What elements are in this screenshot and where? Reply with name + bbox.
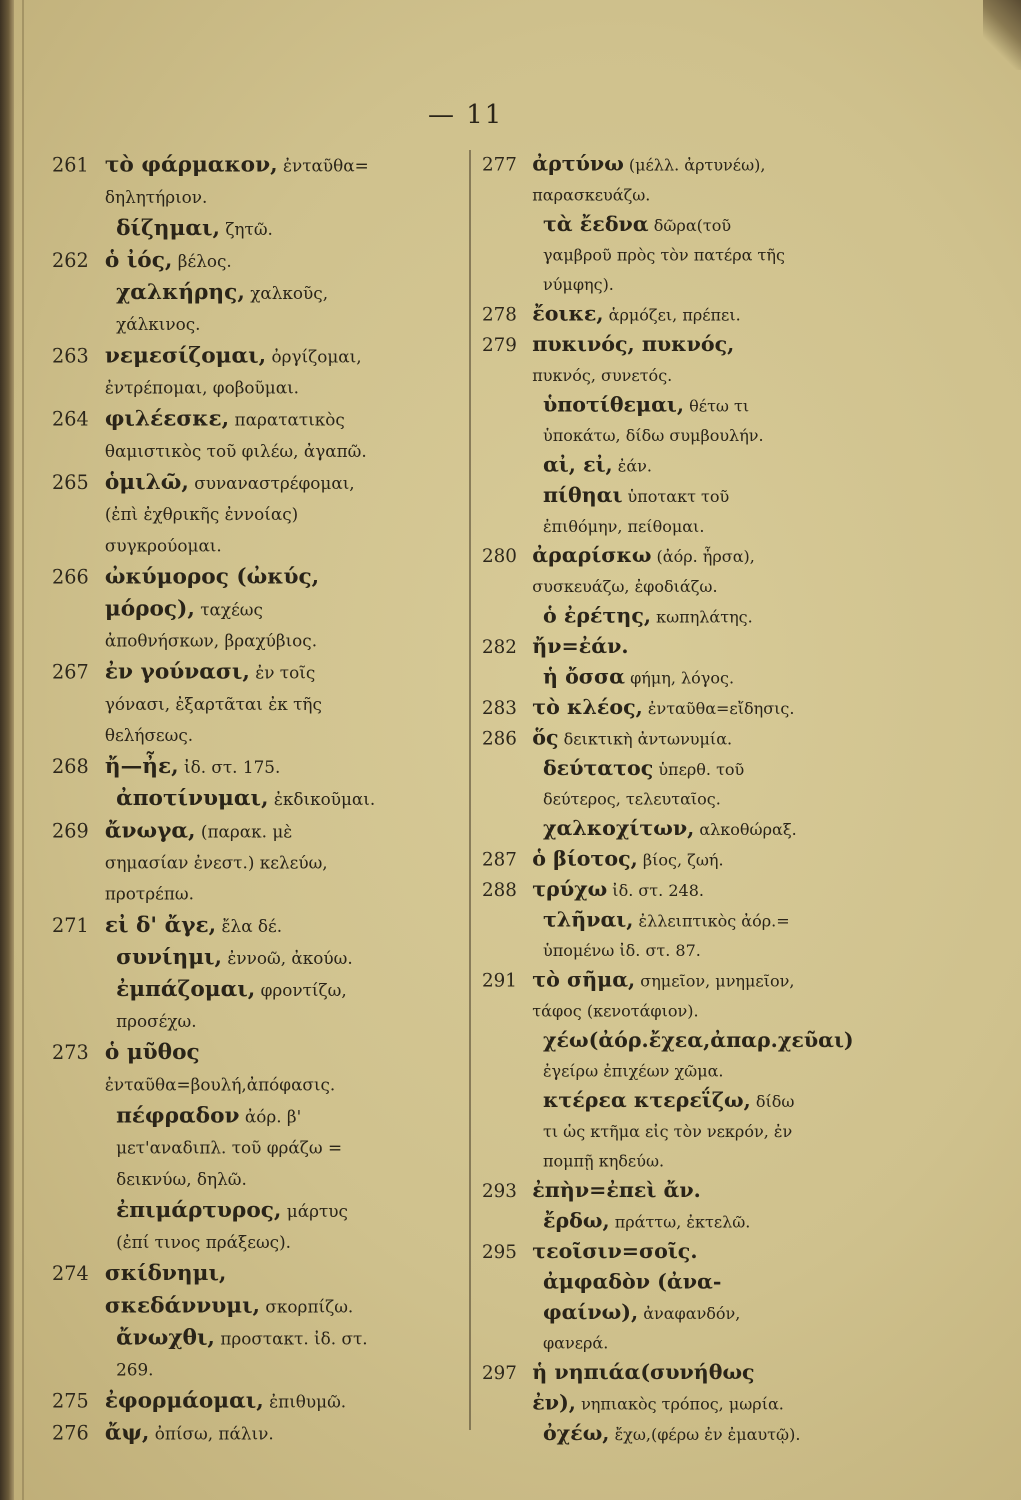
entry-text xyxy=(482,1086,802,1176)
definition: (ἀόρ. ἦρσα), συσκευάζω, ἐφοδιάζω. xyxy=(532,547,755,596)
headword: ὁ βίοτος, xyxy=(532,847,638,871)
entry-text xyxy=(482,1359,802,1420)
definition: ἁρμόζει, πρέπει. xyxy=(603,306,741,325)
definition: ἐνταῦθα=βουλή,ἀπόφασις. xyxy=(104,1075,336,1095)
definition: βίος, ζωή. xyxy=(637,851,724,870)
headword: ὑποτίθεμαι, xyxy=(542,393,685,417)
line-number: 267 xyxy=(52,661,89,684)
headword: ἄνωγα, xyxy=(104,818,196,843)
glossary-entry xyxy=(482,1026,854,1086)
definition: ἐνταῦθα=εἴδησις. xyxy=(642,699,795,718)
entry-text xyxy=(482,663,802,693)
definition: θέτω τι ὑποκάτω, δίδω συμβουλήν. xyxy=(542,396,764,445)
headword: αἰ, εἰ, xyxy=(542,453,613,477)
glossary-entry xyxy=(52,752,380,784)
left-column xyxy=(52,150,380,1450)
headword: τλῆναι, xyxy=(542,908,634,932)
definition: ὀργίζομαι, ἐντρέπομαι, φοβοῦμαι. xyxy=(104,347,362,398)
page-number: — 11 xyxy=(428,100,504,130)
glossary-entry xyxy=(52,1386,380,1418)
gutter-line xyxy=(22,0,24,1500)
definition: ἐάν. xyxy=(612,457,653,476)
entry-text xyxy=(482,906,802,966)
glossary-entry xyxy=(52,1259,380,1323)
glossary-entry xyxy=(52,1101,380,1196)
definition: ἰδ. στ. 175. xyxy=(178,757,281,778)
glossary-entry xyxy=(52,942,380,974)
glossary-entry xyxy=(482,210,802,300)
entry-text xyxy=(482,542,802,602)
headword: ὁμιλῶ, xyxy=(104,469,189,495)
line-number: 275 xyxy=(52,1389,89,1413)
headword: ὠκύμορος (ὠκύς, μόρος), xyxy=(104,564,320,621)
line-number: 278 xyxy=(482,303,517,326)
entry-text xyxy=(52,974,380,1037)
glossary-entry xyxy=(482,875,802,905)
glossary-entry xyxy=(482,1176,802,1206)
definition: ἐλλειπτικὸς ἀόρ.= ὑπομένω ἰδ. στ. 87. xyxy=(542,912,790,961)
headword: πέφραδον xyxy=(116,1103,240,1129)
headword: ἀμφαδὸν (ἀνα-φαίνω), xyxy=(542,1270,722,1325)
line-number: 280 xyxy=(482,545,517,567)
headword: ἔρδω, xyxy=(542,1209,610,1233)
headword: ἐπιμάρτυρος, xyxy=(116,1197,282,1223)
line-number: 286 xyxy=(482,727,517,749)
line-number: 274 xyxy=(52,1262,89,1286)
line-number: 282 xyxy=(482,636,517,658)
line-number: 287 xyxy=(482,848,517,871)
glossary-entry xyxy=(482,391,802,451)
line-number: 283 xyxy=(482,697,517,719)
headword: δεύτατος xyxy=(542,756,654,781)
page-corner-fold xyxy=(983,0,1021,70)
entry-text xyxy=(52,1323,380,1386)
headword: ὁ ἰός, xyxy=(104,247,173,273)
glossary-entry xyxy=(52,467,380,562)
entry-text xyxy=(52,213,380,245)
definition: ἔχω,(φέρω ἐν ἐμαυτῷ). xyxy=(609,1425,801,1444)
definition: βέλος. xyxy=(172,251,232,271)
entry-text xyxy=(482,1268,802,1359)
definition: ἐκδικοῦμαι. xyxy=(268,789,376,810)
entry-text xyxy=(482,814,802,844)
glossary-entry xyxy=(482,663,802,693)
glossary-entry xyxy=(52,657,380,752)
glossary-entry xyxy=(482,602,802,632)
line-number: 291 xyxy=(482,969,517,992)
headword: ἤν=ἐάν. xyxy=(532,634,629,659)
line-number: 264 xyxy=(52,407,89,431)
line-number: 263 xyxy=(52,344,89,368)
glossary-entry xyxy=(482,906,802,966)
line-number: 273 xyxy=(52,1041,89,1064)
line-number: 276 xyxy=(52,1421,89,1445)
glossary-entry xyxy=(52,404,380,467)
definition: (μέλλ. ἀρτυνέω), παρασκευάζω. xyxy=(532,156,766,205)
headword: ὁ ἐρέτης, xyxy=(542,604,652,628)
glossary-entry xyxy=(52,245,380,277)
glossary-entry xyxy=(482,1207,802,1237)
definition: ἐγείρω ἐπιχέων χῶμα. xyxy=(542,1062,724,1081)
headword: ἐν γούνασι, xyxy=(104,659,250,685)
headword: ἡ νηπιάα(συνήθως ἐν), xyxy=(532,1360,755,1415)
entry-text xyxy=(482,1026,854,1086)
glossary-entry xyxy=(482,150,802,210)
glossary-entry xyxy=(482,845,802,875)
headword: τρύχω xyxy=(532,877,608,902)
glossary-entry xyxy=(482,1086,802,1176)
headword: πυκινός, πυκνός, xyxy=(532,332,735,357)
glossary-entry xyxy=(482,1237,802,1267)
glossary-entry xyxy=(482,1268,802,1359)
glossary-entry xyxy=(482,632,802,662)
entry-text xyxy=(482,966,802,1026)
entry-text xyxy=(482,1237,802,1267)
glossary-entry xyxy=(482,724,802,754)
line-number: 279 xyxy=(482,334,517,356)
glossary-entry xyxy=(52,341,380,404)
entry-text xyxy=(482,1176,802,1206)
headword: χαλκοχίτων, xyxy=(542,816,695,841)
entry-text xyxy=(482,391,802,451)
glossary-entry xyxy=(52,816,380,911)
glossary-entry xyxy=(482,754,802,814)
definition: ἰδ. στ. 248. xyxy=(607,881,704,900)
line-number: 293 xyxy=(482,1180,517,1202)
definition: ἀναφανδόν, φανερά. xyxy=(542,1304,741,1353)
headword: ὅς xyxy=(532,726,559,750)
definition: ὑποτακτ τοῦ ἐπιθόμην, πείθομαι. xyxy=(542,487,730,536)
entry-text xyxy=(482,754,802,814)
line-number: 262 xyxy=(52,249,89,272)
headword: σκίδνημι, σκεδάννυμι, xyxy=(104,1260,261,1318)
entry-text xyxy=(52,784,380,816)
headword: ἡ ὄσσα xyxy=(542,665,625,689)
headword: νεμεσίζομαι, xyxy=(104,343,267,368)
glossary-entry xyxy=(482,300,802,330)
definition: ὀπίσω, πάλιν. xyxy=(149,1424,274,1444)
headword: εἰ δ' ἄγε, xyxy=(104,912,217,938)
headword: χαλκήρης, xyxy=(116,279,245,305)
headword: ἀρτύνω xyxy=(532,152,624,176)
line-number: 261 xyxy=(52,154,89,177)
headword: τὰ ἔεδνα xyxy=(542,212,649,237)
line-number: 268 xyxy=(52,755,89,778)
definition: πυκνός, συνετός. xyxy=(532,366,673,385)
definition: χαλκοῦς, χάλκινος. xyxy=(116,283,329,335)
headword: φιλέεσκε, xyxy=(104,406,230,432)
entry-text xyxy=(482,632,802,662)
definition: δῶρα(τοῦ γαμβροῦ πρὸς τὸν πατέρα τῆς νύμφης). xyxy=(542,216,785,295)
definition: φήμη, λόγος. xyxy=(624,668,735,688)
line-number: 277 xyxy=(482,153,517,176)
column-divider xyxy=(469,150,471,1430)
glossary-entry xyxy=(52,562,380,657)
headword: ἐπὴν=ἐπεὶ ἄν. xyxy=(532,1178,701,1203)
right-column xyxy=(482,150,854,1450)
definition: ζητῶ. xyxy=(219,219,273,239)
headword: ἐφορμάομαι, xyxy=(104,1388,264,1414)
entry-text xyxy=(52,1101,380,1196)
definition: ταχέως ἀποθνήσκων, βραχύβιος. xyxy=(104,600,318,651)
headword: τεοῖσιν=σοῖς. xyxy=(532,1239,698,1264)
headword: κτέρεα κτερεΐζω, xyxy=(542,1088,751,1113)
headword: τὸ κλέος, xyxy=(532,695,643,720)
definition: δίδω τι ὡς κτῆμα εἰς τὸν νεκρόν, ἐν πομπῇ κηδεύω. xyxy=(542,1092,795,1171)
entry-text xyxy=(482,150,802,210)
entry-text xyxy=(482,845,802,875)
glossary-entry xyxy=(52,974,380,1037)
headword: πίθηαι xyxy=(542,483,623,508)
glossary-entry xyxy=(52,1418,380,1450)
entry-text xyxy=(482,1419,802,1449)
definition: φροντίζω, προσέχω. xyxy=(116,980,347,1032)
glossary-entry xyxy=(52,1038,380,1101)
glossary-entry xyxy=(482,451,802,481)
headword: τὸ φάρμακον, xyxy=(104,152,278,178)
line-number: 266 xyxy=(52,565,89,589)
entry-text xyxy=(482,331,802,391)
headword: δίζημαι, xyxy=(116,215,220,241)
definition: ἐνταῦθα= δηλητήριον. xyxy=(104,156,369,207)
glossary-entry xyxy=(482,1419,802,1449)
line-number: 271 xyxy=(52,914,89,937)
entry-text xyxy=(482,693,802,723)
glossary-entry xyxy=(52,213,380,245)
definition: (παρακ. μὲ σημασίαν ἐνεστ.) κελεύω, προτρέπω. xyxy=(104,822,328,904)
line-number: 265 xyxy=(52,471,89,494)
entry-text xyxy=(482,481,802,541)
glossary-entry xyxy=(52,150,380,213)
definition: νηπιακὸς τρόπος, μωρία. xyxy=(575,1395,784,1414)
definition: κωπηλάτης. xyxy=(651,607,753,627)
entry-text xyxy=(482,451,802,481)
glossary-entry xyxy=(482,1359,802,1420)
headword: ἄνωχθι, xyxy=(116,1325,215,1350)
definition: μάρτυς (ἐπί τινος πράξεως). xyxy=(116,1201,348,1253)
entry-text xyxy=(482,602,802,632)
glossary-entry xyxy=(52,784,380,816)
definition: ἐπιθυμῶ. xyxy=(263,1392,347,1412)
definition: δεικτικὴ ἀντωνυμία. xyxy=(558,729,733,749)
line-number: 297 xyxy=(482,1362,517,1384)
entry-text xyxy=(482,300,802,330)
headword: ἐμπάζομαι, xyxy=(116,976,256,1002)
glossary-entry xyxy=(482,814,802,844)
entry-text xyxy=(482,875,802,905)
glossary-entry xyxy=(482,542,802,602)
entry-text xyxy=(52,277,380,340)
definition: παρατατικὸς θαμιστικὸς τοῦ φιλέω, ἀγαπῶ. xyxy=(104,410,367,461)
glossary-entry xyxy=(482,693,802,723)
entry-text xyxy=(52,942,380,974)
glossary-entry xyxy=(482,481,802,541)
glossary-entry xyxy=(52,1195,380,1258)
headword: ὁ μῦθος xyxy=(104,1039,200,1065)
headword: συνίημι, xyxy=(116,944,223,970)
headword: ἔοικε, xyxy=(532,302,604,327)
definition: πράττω, ἐκτελῶ. xyxy=(609,1212,751,1232)
glossary-entry xyxy=(52,277,380,340)
entry-text xyxy=(52,1195,380,1258)
entry-text xyxy=(482,1207,802,1237)
headword: ἀραρίσκω xyxy=(532,543,652,568)
glossary-entry xyxy=(52,910,380,942)
glossary-entry xyxy=(52,1323,380,1386)
headword: ἤ—ἦε, xyxy=(104,753,179,779)
definition: σημεῖον, μνημεῖον, τάφος (κενοτάφιον). xyxy=(532,972,795,1021)
headword: χέω(ἀόρ.ἔχεα,ἀπαρ.χεῦαι) xyxy=(542,1028,854,1053)
book-spine xyxy=(0,0,14,1500)
definition: ἀόρ. β' μετ'αναδιπλ. τοῦ φράζω = δεικνύω, δηλῶ. xyxy=(116,1107,343,1189)
headword: ἀποτίνυμαι, xyxy=(116,785,269,811)
definition: σκορπίζω. xyxy=(260,1297,354,1317)
entry-text xyxy=(482,724,802,754)
headword: ὀχέω, xyxy=(542,1421,610,1446)
glossary-entry xyxy=(482,331,802,391)
glossary-entry xyxy=(482,966,802,1026)
entry-text xyxy=(482,210,802,300)
definition: προστακτ. ἰδ. στ. 269. xyxy=(116,1329,368,1380)
headword: τὸ σῆμα, xyxy=(532,968,636,993)
line-number: 295 xyxy=(482,1241,517,1263)
definition: ὑπερθ. τοῦ δεύτερος, τελευταῖος. xyxy=(542,760,745,809)
line-number: 288 xyxy=(482,879,517,901)
definition: αλκοθώραξ. xyxy=(694,820,797,839)
definition: συναναστρέφομαι,(ἐπὶ ἐχθρικῆς ἐννοίας) συγκρούομαι. xyxy=(104,473,355,556)
headword: ἄψ, xyxy=(104,1420,150,1446)
definition: ἐν τοῖς γόνασι, ἐξαρτᾶται ἐκ τῆς θελήσεως. xyxy=(104,663,322,746)
definition: ἐννοῶ, ἀκούω. xyxy=(222,948,353,968)
line-number: 269 xyxy=(52,819,89,843)
definition: ἔλα δέ. xyxy=(216,916,283,936)
